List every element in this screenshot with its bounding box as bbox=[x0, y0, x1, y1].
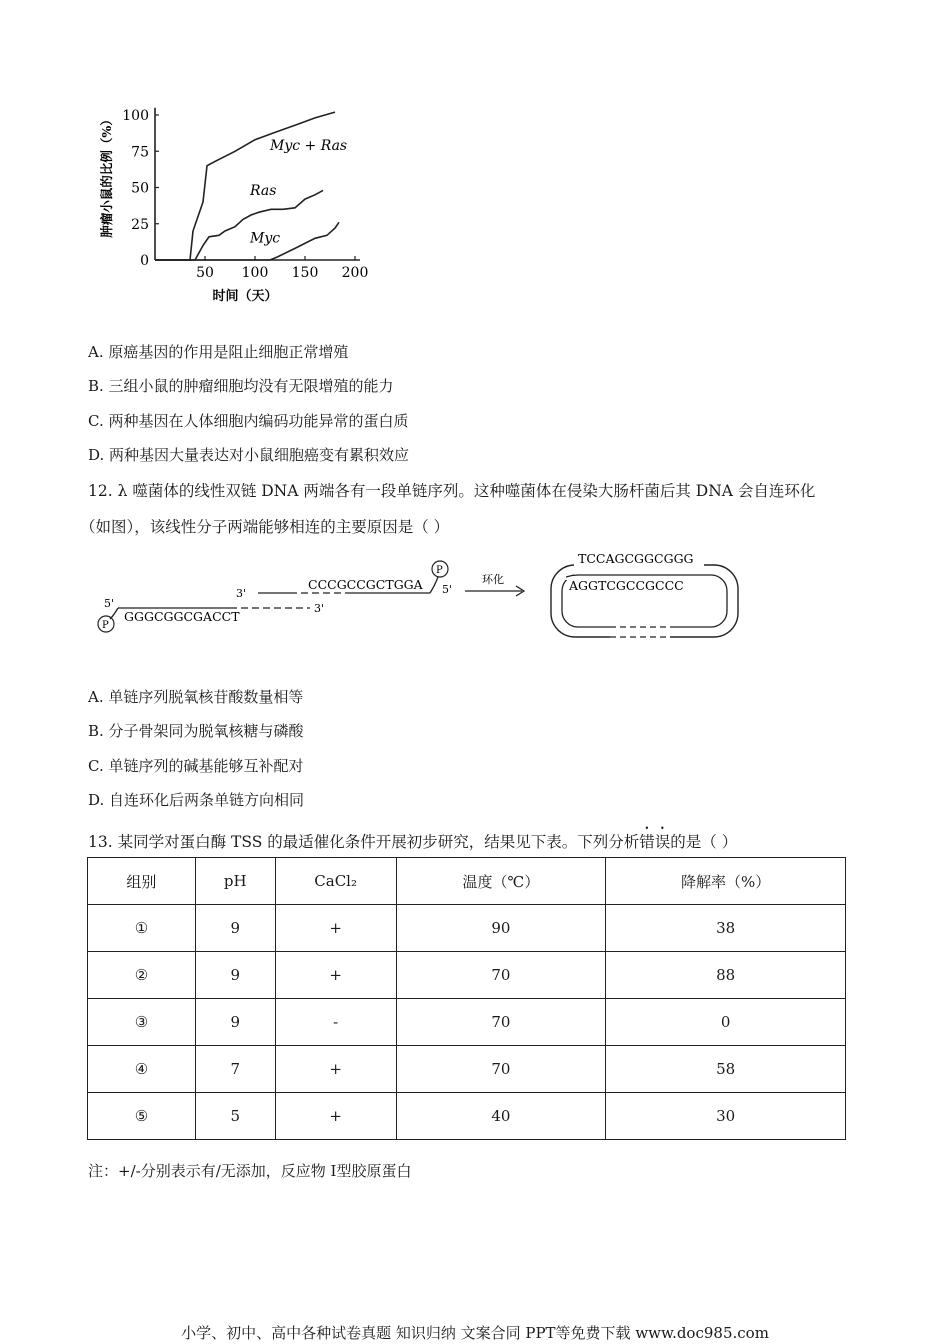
q12-option-c[interactable]: C. 单链序列的碱基能够互补配对 bbox=[88, 757, 304, 775]
series-label: Myc bbox=[250, 230, 281, 247]
q12-stem-line1: 12. λ 噬菌体的线性双链 DNA 两端各有一段单链序列。这种噬菌体在侵染大肠杆菌后其 DNA 会自连环化 bbox=[88, 482, 816, 500]
table-header-cell: 降解率（%） bbox=[606, 858, 846, 905]
y-tick-label: 0 bbox=[140, 253, 149, 269]
table-cell: ④ bbox=[88, 1046, 196, 1093]
top-three-prime: 3' bbox=[236, 587, 247, 600]
q12-option-a[interactable]: A. 单链序列脱氧核苷酸数量相等 bbox=[88, 688, 304, 706]
table-header-cell: pH bbox=[195, 858, 275, 905]
bottom-phosphate-label: P bbox=[102, 620, 109, 631]
circularize-label: 环化 bbox=[482, 573, 504, 586]
table-cell: ⑤ bbox=[88, 1093, 196, 1140]
table-cell: 9 bbox=[195, 999, 275, 1046]
q13-results-table bbox=[87, 857, 846, 1140]
table-header-cell: 组别 bbox=[88, 858, 196, 905]
top-sequence: CCCGCCGCTGGA bbox=[308, 577, 423, 592]
table-cell: + bbox=[275, 905, 396, 952]
series-label: Myc + Ras bbox=[270, 137, 348, 154]
table-cell: + bbox=[275, 952, 396, 999]
table-cell: 9 bbox=[195, 952, 275, 999]
table-cell: 40 bbox=[396, 1093, 606, 1140]
table-cell: - bbox=[275, 999, 396, 1046]
x-tick-label: 150 bbox=[291, 265, 319, 281]
q13-stem bbox=[88, 824, 737, 852]
table-cell: + bbox=[275, 1093, 396, 1140]
table-header-cell: CaCl₂ bbox=[275, 858, 396, 905]
table-cell: 88 bbox=[606, 952, 846, 999]
table-cell: 70 bbox=[396, 999, 606, 1046]
q11-option-b[interactable]: B. 三组小鼠的肿瘤细胞均没有无限增殖的能力 bbox=[88, 377, 394, 395]
x-tick-label: 50 bbox=[196, 265, 214, 281]
q13-stem-suffix: 的是（ ） bbox=[670, 833, 738, 851]
q11-option-d[interactable]: D. 两种基因大量表达对小鼠细胞癌变有累积效应 bbox=[88, 446, 410, 464]
x-tick-label: 100 bbox=[241, 265, 269, 281]
y-tick-label: 25 bbox=[131, 216, 149, 233]
table-cell: 0 bbox=[606, 999, 846, 1046]
table-header-cell: 温度（℃） bbox=[396, 858, 606, 905]
bottom-three-prime: 3' bbox=[314, 602, 325, 615]
q11-option-a[interactable]: A. 原癌基因的作用是阻止细胞正常增殖 bbox=[88, 343, 349, 361]
series-label: Ras bbox=[250, 182, 277, 199]
table-row bbox=[88, 1046, 846, 1093]
q13-note: 注：+/-分别表示有/无添加，反应物 Ⅰ型胶原蛋白 bbox=[88, 1162, 412, 1180]
top-five-prime: 5' bbox=[442, 583, 453, 596]
table-cell: ① bbox=[88, 905, 196, 952]
table-row bbox=[88, 905, 846, 952]
page-footer: 小学、初中、高中各种试卷真题 知识归纳 文案合同 PPT等免费下载 www.doc985.com bbox=[181, 1324, 769, 1342]
q12-option-b[interactable]: B. 分子骨架同为脱氧核糖与磷酸 bbox=[88, 722, 304, 740]
q12-stem-line2: （如图），该线性分子两端能够相连的主要原因是（ ） bbox=[80, 518, 450, 536]
table-row bbox=[88, 952, 846, 999]
q13-stem-prefix: 13. 某同学对蛋白酶 TSS 的最适催化条件开展初步研究，结果见下表。下列分析 bbox=[88, 833, 640, 851]
ring-inner-sequence: AGGTCGCCGCCC bbox=[569, 578, 684, 593]
dna-circularization-diagram bbox=[90, 545, 750, 645]
table-cell: + bbox=[275, 1046, 396, 1093]
bottom-five-prime: 5' bbox=[104, 597, 115, 610]
y-tick-label: 50 bbox=[131, 180, 149, 197]
x-tick-label: 200 bbox=[341, 265, 369, 281]
table-cell: 7 bbox=[195, 1046, 275, 1093]
table-row bbox=[88, 1093, 846, 1140]
y-axis-label: 肿瘤小鼠的比例（%） bbox=[99, 113, 114, 238]
top-phosphate-label: P bbox=[436, 565, 443, 576]
bottom-sequence: GGGCGGCGACCT bbox=[124, 609, 240, 624]
table-cell: 90 bbox=[396, 905, 606, 952]
table-header-row bbox=[88, 858, 846, 905]
tumor-chart bbox=[95, 88, 390, 308]
table-cell: 70 bbox=[396, 952, 606, 999]
table-cell: 9 bbox=[195, 905, 275, 952]
series-line bbox=[155, 222, 339, 260]
y-tick-label: 100 bbox=[122, 108, 149, 124]
series-line bbox=[155, 112, 335, 260]
y-tick-label: 75 bbox=[131, 144, 149, 161]
x-axis-label: 时间（天） bbox=[212, 289, 278, 304]
table-cell: 58 bbox=[606, 1046, 846, 1093]
q12-option-d[interactable]: D. 自连环化后两条单链方向相同 bbox=[88, 791, 305, 809]
table-cell: 5 bbox=[195, 1093, 275, 1140]
table-row bbox=[88, 999, 846, 1046]
table-cell: 70 bbox=[396, 1046, 606, 1093]
ring-outer-sequence: TCCAGCGGCGGG bbox=[578, 551, 694, 566]
table-cell: ③ bbox=[88, 999, 196, 1046]
table-cell: 30 bbox=[606, 1093, 846, 1140]
q11-option-c[interactable]: C. 两种基因在人体细胞内编码功能异常的蛋白质 bbox=[88, 412, 409, 430]
table-cell: 38 bbox=[606, 905, 846, 952]
series-line bbox=[155, 190, 323, 260]
table-cell: ② bbox=[88, 952, 196, 999]
q13-stem-emphasis: 错误 bbox=[639, 833, 671, 851]
